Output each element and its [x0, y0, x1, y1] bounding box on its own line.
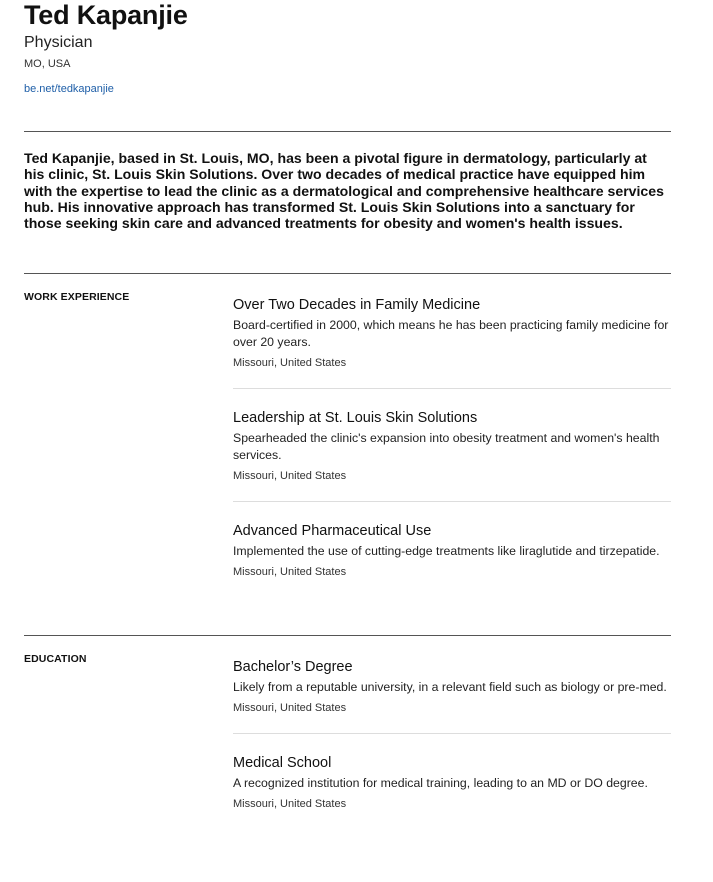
profile-location: MO, USA	[24, 58, 71, 70]
work-experience-section	[24, 274, 671, 597]
entry-location: Missouri, United States	[233, 798, 347, 811]
entry-description: Spearheaded the clinic's expansion into obesity treatment and women's health services.	[233, 431, 660, 463]
profile-summary: Ted Kapanjie, based in St. Louis, MO, has been a pivotal figure in dermatology, particularly at his clinic, St. Louis Skin Solutions. Over two decades of medical practice have equipped him with the expertise to lead the clinic as a dermatological and comprehensive healthcare services hub. His innovative approach has transformed St. Louis Skin Solutions into a sanctuary for those seeking skin care and advanced treatments for obesity and women's health issues.	[24, 150, 664, 232]
education-section	[24, 636, 671, 829]
entry-location: Missouri, United States	[233, 470, 347, 483]
resume-page	[24, 0, 671, 829]
education-entry	[233, 658, 671, 734]
entry-title: Leadership at St. Louis Skin Solutions	[233, 410, 478, 427]
entry-title: Medical School	[233, 755, 332, 772]
divider	[24, 131, 671, 132]
profile-title: Physician	[24, 34, 93, 51]
education-entry	[233, 754, 671, 829]
entry-location: Missouri, United States	[233, 702, 347, 715]
work-entry	[233, 409, 671, 502]
section-heading: WORK EXPERIENCE	[24, 291, 130, 304]
education-entries	[233, 636, 671, 829]
section-heading: EDUCATION	[24, 653, 87, 666]
entry-title: Over Two Decades in Family Medicine	[233, 297, 481, 314]
work-entry	[233, 522, 671, 597]
entry-description: Implemented the use of cutting-edge treatments like liraglutide and tirzepatide.	[233, 544, 660, 559]
entry-description: A recognized institution for medical training, leading to an MD or DO degree.	[233, 776, 648, 791]
entry-title: Bachelor’s Degree	[233, 659, 353, 676]
profile-link[interactable]: be.net/tedkapanjie	[24, 83, 114, 95]
profile-name: Ted Kapanjie	[24, 0, 188, 30]
work-entry	[233, 296, 671, 389]
entry-description: Board-certified in 2000, which means he has been practicing family medicine for over 20 years.	[233, 318, 669, 350]
entry-title: Advanced Pharmaceutical Use	[233, 523, 432, 540]
entry-description: Likely from a reputable university, in a relevant field such as biology or pre-med.	[233, 680, 667, 695]
entry-location: Missouri, United States	[233, 566, 347, 579]
entry-location: Missouri, United States	[233, 357, 347, 370]
work-entries	[233, 274, 671, 597]
